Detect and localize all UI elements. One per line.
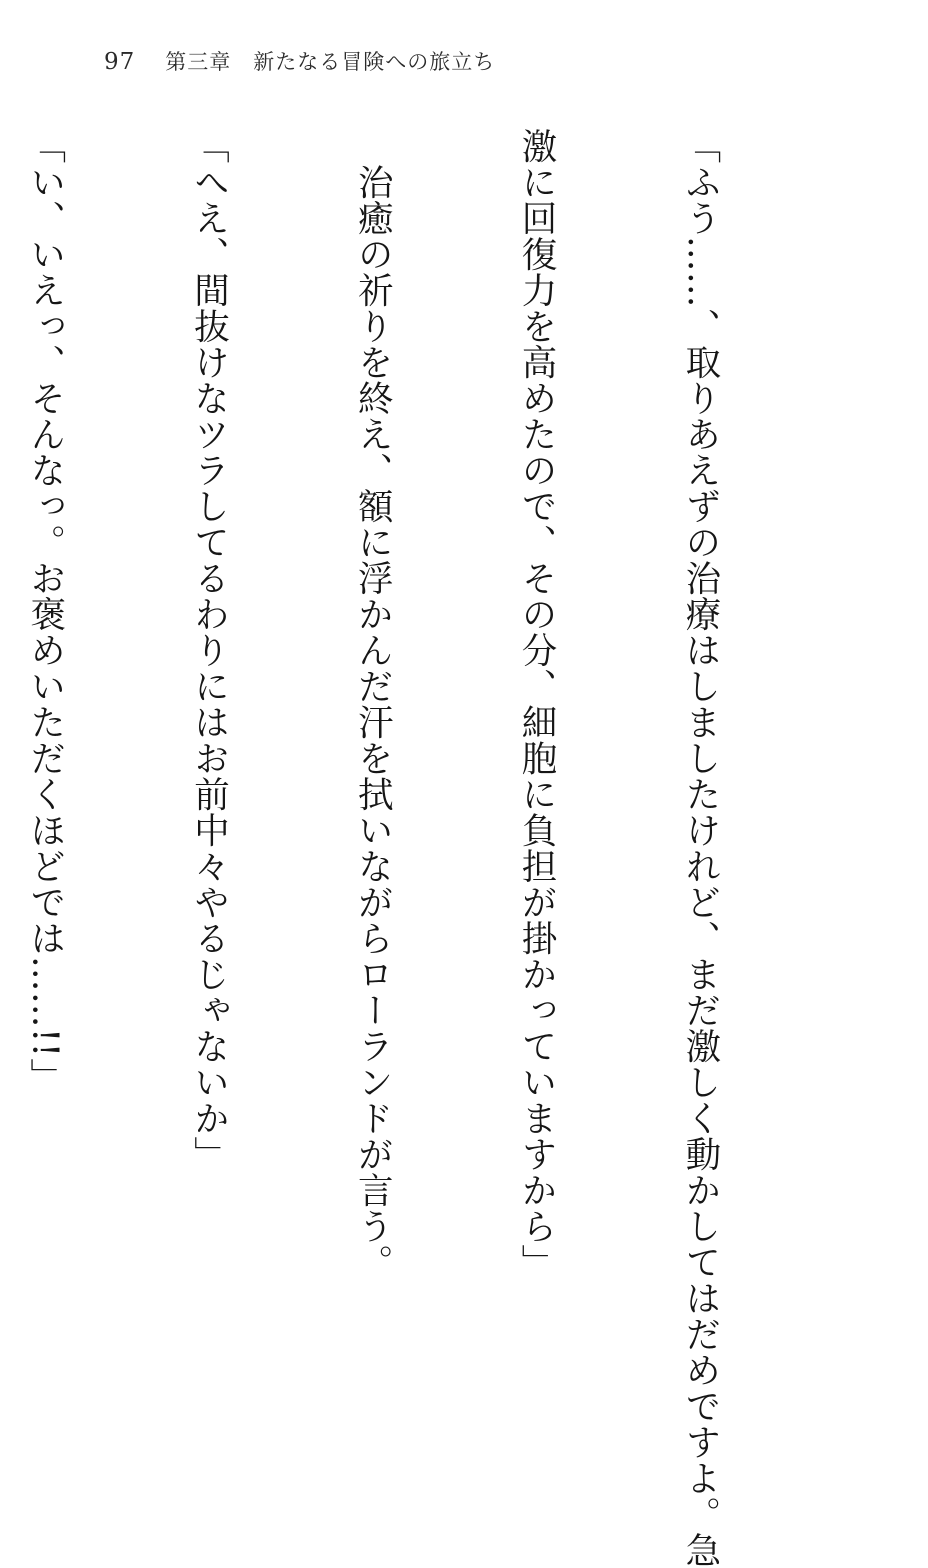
- text-line: 「ふう……、取りあえずの治療はしましたけれど、まだ激しく動かしてはだめですよ。急: [679, 128, 721, 1568]
- page-number: 97: [104, 49, 136, 75]
- vertical-body-text: [0, 128, 836, 1568]
- text-line: 治癒の祈りを終え、額に浮かんだ汗を拭いながらローランドが言う。: [352, 128, 394, 1280]
- running-header: [104, 46, 495, 78]
- text-line: 「い、いえっ、そんなっ。お褒めいただくほどでは……!!」: [24, 128, 66, 1094]
- text-line: 「へえ、間抜けなツラしてるわりにはお前中々やるじゃないか」: [188, 128, 230, 1172]
- chapter-title: 新たなる冒険への旅立ち: [253, 50, 496, 74]
- chapter-label: 第三章: [165, 50, 232, 74]
- text-line: 激に回復力を高めたので、その分、細胞に負担が掛かっていますから」: [516, 128, 558, 1280]
